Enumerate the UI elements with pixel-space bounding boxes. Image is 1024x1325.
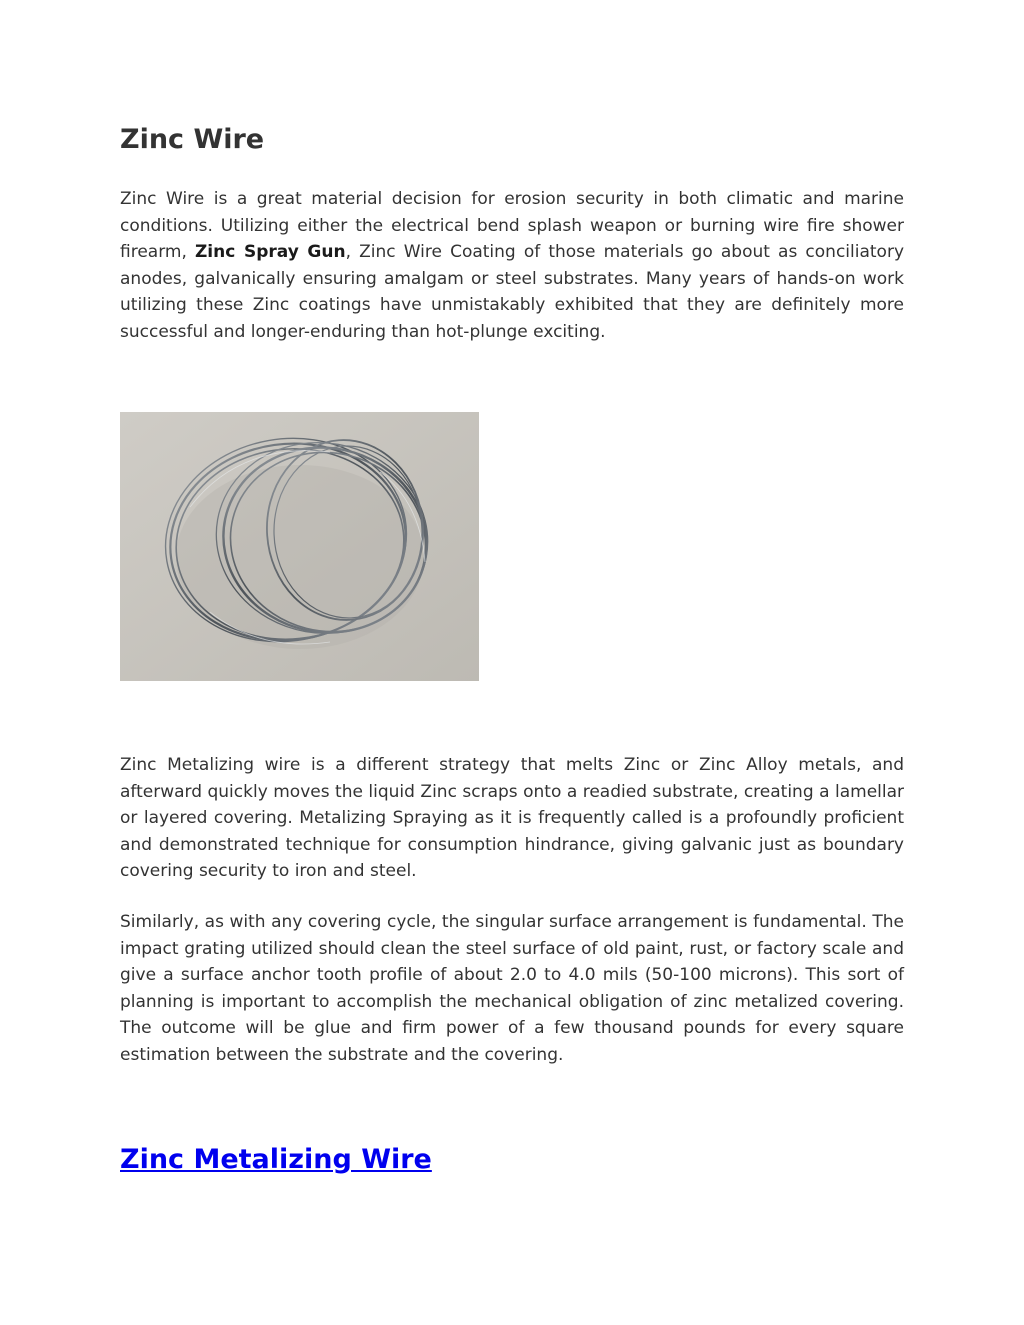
zinc-wire-coils-photo xyxy=(120,412,479,681)
surface-preparation-paragraph: Similarly, as with any covering cycle, the singular surface arrangement is fundamental. The impact grating utilized should clean the steel surface of old paint, rust, or factory scale and give a surface anchor tooth profile of about 2.0 to 4.0 mils (50-100 microns). This sort of planning is important to accomplish the mechanical obligation of zinc metalized covering. The outcome will be glue and firm power of a few thousand pounds for every square estimation between the substrate and the covering. xyxy=(120,912,904,1065)
zinc-metalizing-wire-link[interactable]: Zinc Metalizing Wire xyxy=(120,1144,432,1175)
intro-text-after-link: , Zinc Wire Coating of those materials go about as conciliatory anodes, galvanically ensuring amalgam or steel substrates. Many years of hands-on work utilizing these Zinc coatings have unmistakably exhibited that they are definitely more successful and longer-enduring than hot-plunge exciting. xyxy=(120,242,905,342)
intro-text-before-link: Zinc Wire is a great material decision for erosion security in both climatic and marine conditions. Utilizing either the electrical bend splash weapon or burning wire fire shower firearm, xyxy=(120,189,904,263)
metalizing-paragraph: Zinc Metalizing wire is a different strategy that melts Zinc or Zinc Alloy metals, and afterward quickly moves the liquid Zinc scraps onto a readied substrate, creating a lamellar or layered covering. Metalizing Spraying as it is frequently called is a profoundly proficient and demonstrated technique for consumption hindrance, giving galvanic just as boundary covering security to iron and steel. xyxy=(120,755,904,882)
page-title: Zinc Wire xyxy=(120,124,265,155)
zinc-spray-gun-link[interactable]: Zinc Spray Gun xyxy=(194,242,346,263)
intro-paragraph xyxy=(120,186,904,346)
